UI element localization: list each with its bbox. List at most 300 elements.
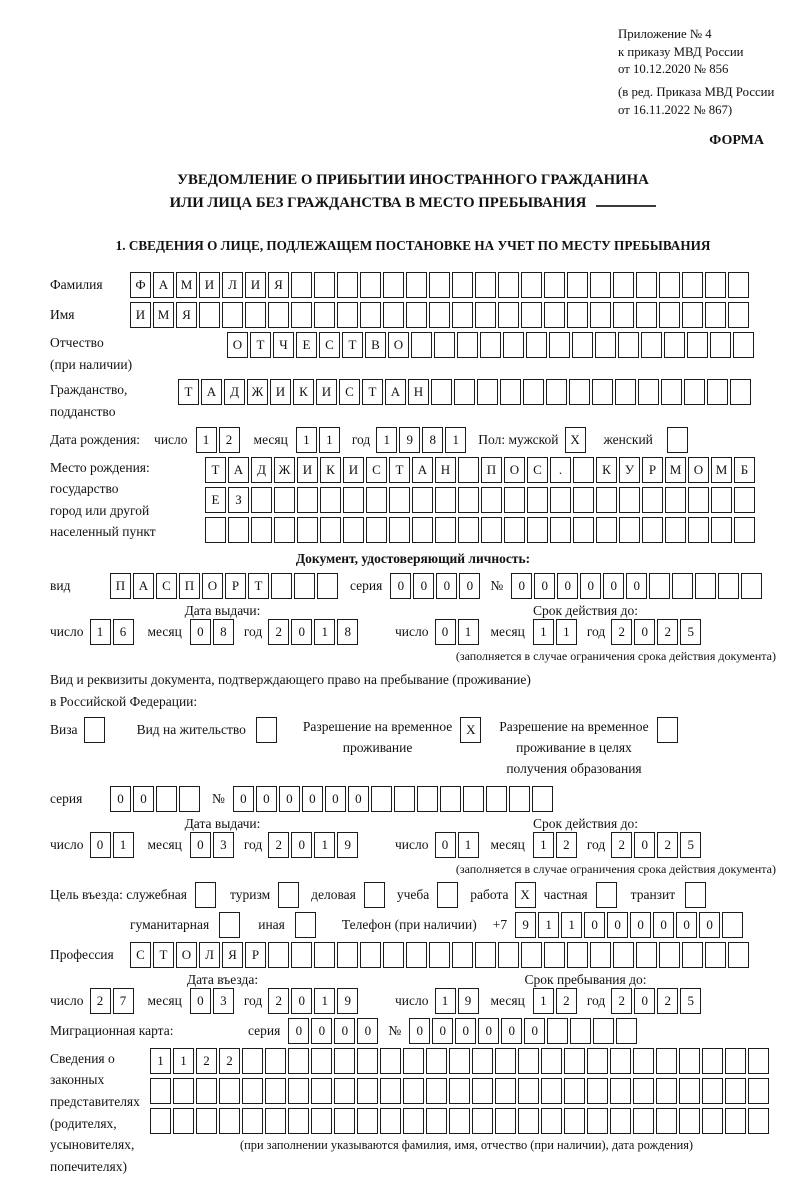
char-box[interactable]: 1 <box>314 619 335 645</box>
char-box[interactable] <box>500 379 521 405</box>
char-box[interactable] <box>702 1078 723 1104</box>
char-box[interactable]: 2 <box>219 1048 240 1074</box>
char-box[interactable]: Ж <box>247 379 268 405</box>
char-box[interactable] <box>440 786 461 812</box>
char-box[interactable] <box>156 786 177 812</box>
char-box[interactable]: 0 <box>279 786 300 812</box>
char-box[interactable] <box>679 1078 700 1104</box>
char-box[interactable] <box>544 272 565 298</box>
char-box[interactable] <box>596 487 617 513</box>
char-box[interactable] <box>481 487 502 513</box>
char-box[interactable] <box>219 1078 240 1104</box>
char-box[interactable]: 0 <box>459 573 480 599</box>
char-box[interactable] <box>435 517 456 543</box>
char-box[interactable]: 2 <box>611 619 632 645</box>
char-box[interactable]: Д <box>224 379 245 405</box>
char-box[interactable]: 9 <box>399 427 420 453</box>
char-box[interactable] <box>521 272 542 298</box>
char-box[interactable] <box>725 1078 746 1104</box>
char-box[interactable] <box>748 1108 769 1134</box>
char-box[interactable] <box>242 1078 263 1104</box>
char-box[interactable] <box>613 942 634 968</box>
char-box[interactable]: О <box>504 457 525 483</box>
char-box[interactable] <box>498 272 519 298</box>
char-box[interactable]: Т <box>342 332 363 358</box>
char-box[interactable] <box>394 786 415 812</box>
char-box[interactable]: 1 <box>556 619 577 645</box>
char-box[interactable] <box>682 302 703 328</box>
char-box[interactable] <box>748 1048 769 1074</box>
char-box[interactable] <box>437 882 458 908</box>
char-box[interactable] <box>334 1048 355 1074</box>
char-box[interactable] <box>481 517 502 543</box>
char-box[interactable] <box>314 302 335 328</box>
char-box[interactable] <box>228 517 249 543</box>
char-box[interactable]: Л <box>199 942 220 968</box>
char-box[interactable] <box>360 302 381 328</box>
char-box[interactable]: О <box>688 457 709 483</box>
char-box[interactable] <box>219 912 240 938</box>
char-box[interactable]: 2 <box>657 619 678 645</box>
char-box[interactable] <box>587 1048 608 1074</box>
char-box[interactable]: Ф <box>130 272 151 298</box>
char-box[interactable]: 9 <box>337 988 358 1014</box>
char-box[interactable] <box>665 487 686 513</box>
char-box[interactable]: О <box>388 332 409 358</box>
char-box[interactable]: 1 <box>113 832 134 858</box>
char-box[interactable] <box>641 332 662 358</box>
char-box[interactable] <box>518 1048 539 1074</box>
char-box[interactable] <box>251 487 272 513</box>
char-box[interactable] <box>429 942 450 968</box>
char-box[interactable] <box>311 1108 332 1134</box>
char-box[interactable] <box>725 1108 746 1134</box>
char-box[interactable]: 1 <box>435 988 456 1014</box>
char-box[interactable]: 0 <box>233 786 254 812</box>
char-box[interactable]: 1 <box>458 619 479 645</box>
char-box[interactable]: 1 <box>319 427 340 453</box>
char-box[interactable] <box>452 272 473 298</box>
char-box[interactable]: И <box>130 302 151 328</box>
char-box[interactable] <box>665 517 686 543</box>
char-box[interactable]: 8 <box>337 619 358 645</box>
char-box[interactable] <box>452 942 473 968</box>
char-box[interactable] <box>337 302 358 328</box>
char-box[interactable] <box>357 1048 378 1074</box>
char-box[interactable] <box>475 942 496 968</box>
char-box[interactable] <box>274 487 295 513</box>
char-box[interactable] <box>567 942 588 968</box>
char-box[interactable] <box>486 786 507 812</box>
char-box[interactable]: И <box>199 272 220 298</box>
char-box[interactable]: 1 <box>296 427 317 453</box>
char-box[interactable]: 0 <box>348 786 369 812</box>
char-box[interactable]: 1 <box>90 619 111 645</box>
char-box[interactable]: А <box>201 379 222 405</box>
char-box[interactable]: Р <box>642 457 663 483</box>
char-box[interactable]: И <box>316 379 337 405</box>
char-box[interactable] <box>570 1018 591 1044</box>
char-box[interactable] <box>661 379 682 405</box>
char-box[interactable]: 1 <box>445 427 466 453</box>
char-box[interactable] <box>195 882 216 908</box>
char-box[interactable] <box>734 517 755 543</box>
char-box[interactable] <box>734 487 755 513</box>
char-box[interactable] <box>449 1078 470 1104</box>
char-box[interactable]: 0 <box>390 573 411 599</box>
char-box[interactable]: 0 <box>432 1018 453 1044</box>
char-box[interactable]: 2 <box>219 427 240 453</box>
char-box[interactable] <box>472 1048 493 1074</box>
char-box[interactable]: 9 <box>458 988 479 1014</box>
char-box[interactable] <box>657 717 678 743</box>
char-box[interactable] <box>480 332 501 358</box>
char-box[interactable] <box>334 1108 355 1134</box>
char-box[interactable]: 8 <box>213 619 234 645</box>
char-box[interactable]: Б <box>734 457 755 483</box>
char-box[interactable] <box>452 302 473 328</box>
char-box[interactable] <box>685 882 706 908</box>
char-box[interactable] <box>659 272 680 298</box>
char-box[interactable]: М <box>711 457 732 483</box>
char-box[interactable]: 0 <box>436 573 457 599</box>
char-box[interactable]: Т <box>205 457 226 483</box>
char-box[interactable] <box>435 487 456 513</box>
char-box[interactable] <box>684 379 705 405</box>
char-box[interactable]: Е <box>205 487 226 513</box>
char-box[interactable] <box>730 379 751 405</box>
char-box[interactable] <box>242 1048 263 1074</box>
char-box[interactable] <box>475 272 496 298</box>
char-box[interactable] <box>711 517 732 543</box>
char-box[interactable]: С <box>130 942 151 968</box>
char-box[interactable]: 1 <box>538 912 559 938</box>
char-box[interactable]: 0 <box>653 912 674 938</box>
char-box[interactable] <box>426 1108 447 1134</box>
char-box[interactable] <box>343 517 364 543</box>
char-box[interactable]: 2 <box>657 832 678 858</box>
char-box[interactable]: И <box>343 457 364 483</box>
char-box[interactable] <box>504 517 525 543</box>
char-box[interactable] <box>633 1108 654 1134</box>
char-box[interactable]: 0 <box>524 1018 545 1044</box>
char-box[interactable] <box>84 717 105 743</box>
char-box[interactable] <box>564 1078 585 1104</box>
char-box[interactable]: 5 <box>680 619 701 645</box>
char-box[interactable] <box>610 1078 631 1104</box>
char-box[interactable] <box>722 912 743 938</box>
char-box[interactable]: 0 <box>291 988 312 1014</box>
char-box[interactable]: 0 <box>455 1018 476 1044</box>
char-box[interactable] <box>334 1078 355 1104</box>
char-box[interactable] <box>688 517 709 543</box>
char-box[interactable] <box>360 942 381 968</box>
char-box[interactable] <box>357 1078 378 1104</box>
char-box[interactable] <box>383 942 404 968</box>
char-box[interactable]: Т <box>250 332 271 358</box>
char-box[interactable] <box>426 1078 447 1104</box>
char-box[interactable] <box>173 1078 194 1104</box>
char-box[interactable]: А <box>412 457 433 483</box>
char-box[interactable] <box>521 302 542 328</box>
char-box[interactable]: П <box>481 457 502 483</box>
char-box[interactable]: 0 <box>511 573 532 599</box>
char-box[interactable] <box>458 487 479 513</box>
char-box[interactable] <box>642 517 663 543</box>
char-box[interactable] <box>426 1048 447 1074</box>
char-box[interactable] <box>311 1078 332 1104</box>
char-box[interactable] <box>656 1078 677 1104</box>
char-box[interactable]: 7 <box>113 988 134 1014</box>
char-box[interactable] <box>593 1018 614 1044</box>
char-box[interactable]: 0 <box>190 619 211 645</box>
char-box[interactable]: Я <box>176 302 197 328</box>
char-box[interactable] <box>498 302 519 328</box>
char-box[interactable] <box>291 302 312 328</box>
char-box[interactable] <box>573 487 594 513</box>
char-box[interactable] <box>495 1048 516 1074</box>
char-box[interactable]: Т <box>153 942 174 968</box>
char-box[interactable]: X <box>565 427 586 453</box>
char-box[interactable] <box>311 1048 332 1074</box>
char-box[interactable] <box>532 786 553 812</box>
char-box[interactable] <box>406 302 427 328</box>
char-box[interactable]: . <box>550 457 571 483</box>
char-box[interactable] <box>429 272 450 298</box>
char-box[interactable]: 1 <box>314 988 335 1014</box>
char-box[interactable]: 1 <box>533 988 554 1014</box>
char-box[interactable] <box>518 1108 539 1134</box>
char-box[interactable] <box>695 573 716 599</box>
char-box[interactable] <box>590 272 611 298</box>
char-box[interactable] <box>495 1108 516 1134</box>
char-box[interactable]: К <box>596 457 617 483</box>
char-box[interactable]: 0 <box>334 1018 355 1044</box>
char-box[interactable] <box>656 1048 677 1074</box>
char-box[interactable] <box>610 1048 631 1074</box>
char-box[interactable]: 0 <box>325 786 346 812</box>
char-box[interactable] <box>521 942 542 968</box>
char-box[interactable] <box>544 302 565 328</box>
char-box[interactable] <box>411 332 432 358</box>
char-box[interactable] <box>504 487 525 513</box>
char-box[interactable] <box>523 379 544 405</box>
char-box[interactable] <box>294 573 315 599</box>
char-box[interactable]: Д <box>251 457 272 483</box>
char-box[interactable] <box>472 1108 493 1134</box>
char-box[interactable]: Р <box>245 942 266 968</box>
char-box[interactable] <box>431 379 452 405</box>
char-box[interactable] <box>613 272 634 298</box>
char-box[interactable] <box>564 1048 585 1074</box>
char-box[interactable]: 0 <box>190 988 211 1014</box>
char-box[interactable] <box>573 457 594 483</box>
char-box[interactable] <box>314 272 335 298</box>
char-box[interactable]: 2 <box>556 832 577 858</box>
char-box[interactable] <box>590 942 611 968</box>
char-box[interactable] <box>265 1108 286 1134</box>
char-box[interactable]: С <box>156 573 177 599</box>
char-box[interactable] <box>503 332 524 358</box>
char-box[interactable] <box>457 332 478 358</box>
char-box[interactable] <box>705 942 726 968</box>
char-box[interactable] <box>710 332 731 358</box>
char-box[interactable] <box>320 517 341 543</box>
char-box[interactable] <box>541 1048 562 1074</box>
char-box[interactable] <box>454 379 475 405</box>
char-box[interactable] <box>619 487 640 513</box>
char-box[interactable] <box>633 1078 654 1104</box>
char-box[interactable]: 2 <box>90 988 111 1014</box>
char-box[interactable] <box>429 302 450 328</box>
char-box[interactable]: Ж <box>274 457 295 483</box>
char-box[interactable]: Т <box>248 573 269 599</box>
char-box[interactable] <box>633 1048 654 1074</box>
char-box[interactable] <box>679 1048 700 1074</box>
char-box[interactable]: Н <box>408 379 429 405</box>
char-box[interactable] <box>613 302 634 328</box>
char-box[interactable] <box>357 1108 378 1134</box>
char-box[interactable] <box>291 272 312 298</box>
char-box[interactable]: Е <box>296 332 317 358</box>
char-box[interactable] <box>343 487 364 513</box>
char-box[interactable]: Т <box>178 379 199 405</box>
char-box[interactable]: К <box>320 457 341 483</box>
char-box[interactable]: 0 <box>478 1018 499 1044</box>
char-box[interactable]: 2 <box>268 619 289 645</box>
char-box[interactable] <box>150 1078 171 1104</box>
char-box[interactable] <box>659 942 680 968</box>
char-box[interactable] <box>251 517 272 543</box>
char-box[interactable] <box>642 487 663 513</box>
char-box[interactable]: М <box>153 302 174 328</box>
char-box[interactable] <box>406 942 427 968</box>
char-box[interactable] <box>636 302 657 328</box>
char-box[interactable]: А <box>228 457 249 483</box>
char-box[interactable] <box>196 1108 217 1134</box>
char-box[interactable] <box>337 942 358 968</box>
char-box[interactable] <box>664 332 685 358</box>
char-box[interactable] <box>288 1108 309 1134</box>
char-box[interactable] <box>278 882 299 908</box>
char-box[interactable] <box>527 487 548 513</box>
char-box[interactable] <box>733 332 754 358</box>
char-box[interactable] <box>509 786 530 812</box>
char-box[interactable] <box>619 517 640 543</box>
char-box[interactable] <box>702 1108 723 1134</box>
char-box[interactable] <box>495 1078 516 1104</box>
char-box[interactable] <box>274 517 295 543</box>
char-box[interactable]: 0 <box>584 912 605 938</box>
char-box[interactable] <box>219 1108 240 1134</box>
char-box[interactable] <box>550 517 571 543</box>
char-box[interactable] <box>412 517 433 543</box>
char-box[interactable] <box>380 1078 401 1104</box>
char-box[interactable]: 0 <box>435 832 456 858</box>
char-box[interactable] <box>449 1108 470 1134</box>
char-box[interactable] <box>659 302 680 328</box>
char-box[interactable]: 1 <box>458 832 479 858</box>
char-box[interactable] <box>434 332 455 358</box>
char-box[interactable]: С <box>527 457 548 483</box>
char-box[interactable]: 2 <box>268 988 289 1014</box>
char-box[interactable] <box>587 1078 608 1104</box>
char-box[interactable] <box>667 427 688 453</box>
char-box[interactable]: 0 <box>291 832 312 858</box>
char-box[interactable]: П <box>179 573 200 599</box>
char-box[interactable] <box>222 302 243 328</box>
char-box[interactable]: 2 <box>611 832 632 858</box>
char-box[interactable]: 0 <box>409 1018 430 1044</box>
char-box[interactable] <box>702 1048 723 1074</box>
char-box[interactable]: 3 <box>213 988 234 1014</box>
char-box[interactable]: 0 <box>357 1018 378 1044</box>
char-box[interactable]: М <box>176 272 197 298</box>
char-box[interactable] <box>596 882 617 908</box>
char-box[interactable]: С <box>339 379 360 405</box>
char-box[interactable] <box>672 573 693 599</box>
char-box[interactable] <box>256 717 277 743</box>
char-box[interactable] <box>477 379 498 405</box>
char-box[interactable] <box>636 272 657 298</box>
char-box[interactable] <box>718 573 739 599</box>
char-box[interactable]: 2 <box>611 988 632 1014</box>
char-box[interactable] <box>389 487 410 513</box>
char-box[interactable]: 1 <box>314 832 335 858</box>
char-box[interactable]: 0 <box>288 1018 309 1044</box>
char-box[interactable]: 0 <box>603 573 624 599</box>
char-box[interactable]: 1 <box>376 427 397 453</box>
char-box[interactable]: 0 <box>302 786 323 812</box>
char-box[interactable] <box>371 786 392 812</box>
char-box[interactable]: А <box>133 573 154 599</box>
char-box[interactable] <box>615 379 636 405</box>
char-box[interactable] <box>472 1078 493 1104</box>
char-box[interactable] <box>567 302 588 328</box>
char-box[interactable] <box>265 1048 286 1074</box>
char-box[interactable]: Л <box>222 272 243 298</box>
char-box[interactable] <box>380 1048 401 1074</box>
char-box[interactable] <box>595 332 616 358</box>
char-box[interactable] <box>638 379 659 405</box>
char-box[interactable]: 0 <box>630 912 651 938</box>
char-box[interactable]: 2 <box>268 832 289 858</box>
char-box[interactable] <box>656 1108 677 1134</box>
char-box[interactable]: 0 <box>634 619 655 645</box>
char-box[interactable]: О <box>227 332 248 358</box>
char-box[interactable] <box>705 302 726 328</box>
char-box[interactable] <box>748 1078 769 1104</box>
char-box[interactable] <box>587 1108 608 1134</box>
char-box[interactable] <box>475 302 496 328</box>
char-box[interactable] <box>403 1048 424 1074</box>
char-box[interactable]: 0 <box>291 619 312 645</box>
char-box[interactable] <box>610 1108 631 1134</box>
char-box[interactable]: 0 <box>676 912 697 938</box>
char-box[interactable] <box>337 272 358 298</box>
char-box[interactable] <box>417 786 438 812</box>
char-box[interactable]: К <box>293 379 314 405</box>
char-box[interactable]: 3 <box>213 832 234 858</box>
char-box[interactable] <box>291 942 312 968</box>
char-box[interactable]: 9 <box>515 912 536 938</box>
char-box[interactable]: У <box>619 457 640 483</box>
char-box[interactable]: Т <box>362 379 383 405</box>
char-box[interactable] <box>688 487 709 513</box>
char-box[interactable]: З <box>228 487 249 513</box>
char-box[interactable] <box>265 1078 286 1104</box>
char-box[interactable]: 0 <box>133 786 154 812</box>
